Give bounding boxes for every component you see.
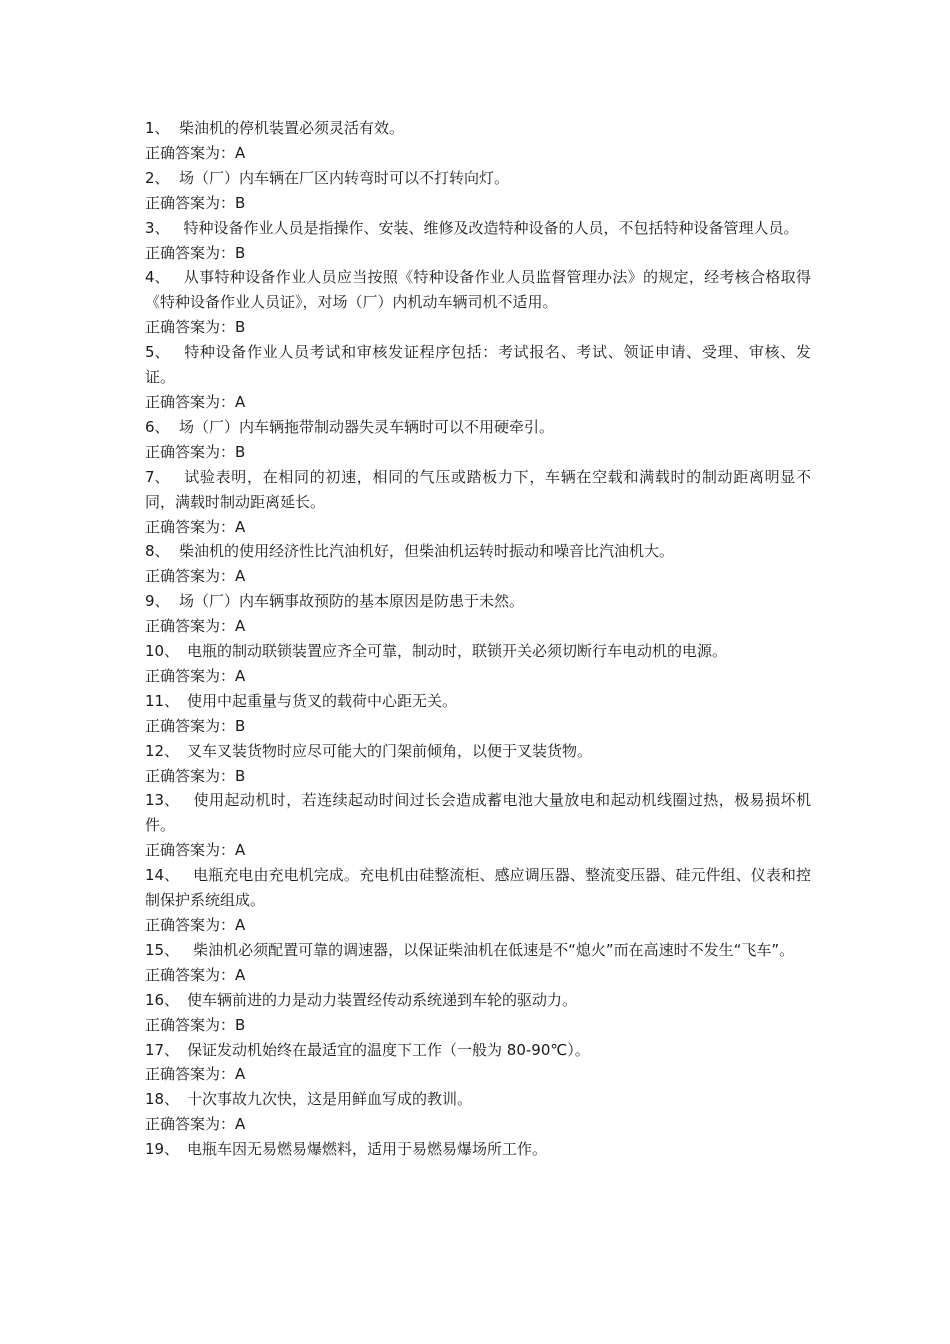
question-item bbox=[145, 863, 811, 913]
answer-value: A bbox=[235, 916, 246, 934]
answer-line bbox=[145, 564, 811, 589]
answer-line bbox=[145, 141, 811, 166]
question-text: 场（厂）内车辆在厂区内转弯时可以不打转向灯。 bbox=[179, 168, 510, 187]
answer-line bbox=[145, 315, 811, 340]
answer-value: A bbox=[235, 567, 246, 586]
question-number: 3、 bbox=[145, 218, 170, 237]
question-number: 10、 bbox=[145, 642, 180, 661]
question-number: 9、 bbox=[145, 592, 170, 611]
question-text: 柴油机的使用经济性比汽油机好，但柴油机运转时振动和噪音比汽油机大。 bbox=[179, 542, 675, 561]
answer-prefix: 正确答案为： bbox=[145, 766, 236, 785]
question-item bbox=[145, 1038, 811, 1063]
answer-line bbox=[145, 390, 811, 415]
answer-prefix: 正确答案为： bbox=[145, 1065, 236, 1084]
question-list bbox=[145, 116, 811, 1162]
answer-prefix: 正确答案为： bbox=[145, 243, 236, 262]
question-number: 4、 bbox=[145, 268, 170, 287]
question-text: 叉车叉装货物时应尽可能大的门架前倾角，以便于叉装货物。 bbox=[187, 741, 593, 760]
answer-prefix: 正确答案为： bbox=[145, 666, 236, 685]
question-item bbox=[145, 589, 811, 614]
answer-prefix: 正确答案为： bbox=[145, 517, 236, 536]
question-text: 场（厂）内车辆事故预防的基本原因是防患于未然。 bbox=[179, 592, 525, 611]
answer-value: A bbox=[235, 666, 246, 685]
question-item bbox=[145, 1137, 811, 1162]
answer-prefix: 正确答案为： bbox=[145, 965, 236, 984]
answer-line bbox=[145, 838, 811, 863]
answer-prefix: 正确答案为： bbox=[145, 1115, 236, 1134]
answer-value: B bbox=[235, 318, 246, 337]
question-number: 15、 bbox=[145, 940, 180, 959]
question-number: 17、 bbox=[145, 1040, 180, 1059]
answer-line bbox=[145, 1112, 811, 1137]
question-item bbox=[145, 116, 811, 141]
question-text: 电瓶的制动联锁装置应齐全可靠，制动时，联锁开关必须切断行车电动机的电源。 bbox=[187, 642, 728, 661]
question-text: 电瓶充电由充电机完成。充电机由硅整流柜、感应调压器、整流变压器、硅元件组、仪表和控制保护系统组成。 bbox=[145, 866, 811, 910]
question-number: 5、 bbox=[145, 343, 170, 362]
question-item bbox=[145, 639, 811, 664]
answer-value: A bbox=[235, 1115, 246, 1134]
question-number: 2、 bbox=[145, 168, 170, 187]
question-item bbox=[145, 988, 811, 1013]
answer-value: B bbox=[235, 716, 246, 735]
answer-prefix: 正确答案为： bbox=[145, 392, 236, 411]
answer-prefix: 正确答案为： bbox=[145, 567, 236, 586]
answer-line bbox=[145, 913, 811, 938]
answer-line bbox=[145, 241, 811, 266]
question-number: 16、 bbox=[145, 990, 180, 1009]
question-item bbox=[145, 166, 811, 191]
answer-value: A bbox=[235, 392, 246, 411]
answer-prefix: 正确答案为： bbox=[145, 143, 236, 162]
answer-value: B bbox=[235, 442, 246, 461]
answer-value: A bbox=[235, 617, 246, 636]
answer-value: A bbox=[235, 517, 246, 536]
answer-value: A bbox=[235, 1065, 246, 1084]
question-text: 特种设备作业人员考试和审核发证程序包括：考试报名、考试、领证申请、受理、审核、发证。 bbox=[145, 343, 811, 387]
answer-line bbox=[145, 614, 811, 639]
answer-value: A bbox=[235, 965, 246, 984]
question-text: 保证发动机始终在最适宜的温度下工作（一般为 80-90℃）。 bbox=[187, 1040, 590, 1059]
answer-value: A bbox=[235, 143, 246, 162]
question-number: 8、 bbox=[145, 542, 170, 561]
question-item bbox=[145, 340, 811, 390]
question-number: 13、 bbox=[145, 791, 180, 810]
question-item bbox=[145, 739, 811, 764]
question-text: 柴油机必须配置可靠的调速器，以保证柴油机在低速是不“熄火”而在高速时不发生“飞车”。 bbox=[193, 940, 795, 959]
question-text: 使用中起重量与货叉的载荷中心距无关。 bbox=[187, 691, 458, 710]
answer-line bbox=[145, 440, 811, 465]
answer-value: B bbox=[235, 193, 246, 212]
question-text: 使用起动机时，若连续起动时间过长会造成蓄电池大量放电和起动机线圈过热，极易损坏机件。 bbox=[145, 791, 811, 835]
question-item bbox=[145, 788, 811, 838]
answer-line bbox=[145, 515, 811, 540]
question-number: 14、 bbox=[145, 866, 180, 885]
question-number: 6、 bbox=[145, 417, 170, 436]
question-text: 电瓶车因无易燃易爆燃料，适用于易燃易爆场所工作。 bbox=[187, 1140, 548, 1159]
question-item bbox=[145, 539, 811, 564]
question-item bbox=[145, 415, 811, 440]
answer-prefix: 正确答案为： bbox=[145, 442, 236, 461]
answer-value: B bbox=[235, 1015, 246, 1034]
question-item bbox=[145, 216, 811, 241]
question-item bbox=[145, 265, 811, 315]
answer-value: A bbox=[235, 841, 246, 860]
answer-prefix: 正确答案为： bbox=[145, 841, 236, 860]
answer-line bbox=[145, 664, 811, 689]
answer-line bbox=[145, 764, 811, 789]
answer-line bbox=[145, 191, 811, 216]
question-text: 特种设备作业人员是指操作、安装、维修及改造特种设备的人员，不包括特种设备管理人员。 bbox=[183, 218, 799, 237]
question-text: 使车辆前进的力是动力装置经传动系统递到车轮的驱动力。 bbox=[187, 990, 578, 1009]
answer-line bbox=[145, 714, 811, 739]
answer-value: B bbox=[235, 243, 246, 262]
answer-prefix: 正确答案为： bbox=[145, 193, 236, 212]
question-item bbox=[145, 938, 811, 963]
question-text: 柴油机的停机装置必须灵活有效。 bbox=[179, 119, 405, 137]
answer-value: B bbox=[235, 766, 246, 785]
answer-line bbox=[145, 1013, 811, 1038]
question-item bbox=[145, 1087, 811, 1112]
question-number: 19、 bbox=[145, 1140, 180, 1159]
answer-line bbox=[145, 1062, 811, 1087]
question-number: 7、 bbox=[145, 467, 170, 486]
question-number: 18、 bbox=[145, 1090, 180, 1109]
question-text: 十次事故九次快，这是用鲜血写成的教训。 bbox=[187, 1090, 473, 1109]
question-number: 12、 bbox=[145, 741, 180, 760]
answer-prefix: 正确答案为： bbox=[145, 916, 236, 934]
question-number: 11、 bbox=[145, 691, 180, 710]
question-text: 从事特种设备作业人员应当按照《特种设备作业人员监督管理办法》的规定，经考核合格取得《特种设备作业人员证》，对场（厂）内机动车辆司机不适用。 bbox=[145, 268, 811, 312]
question-text: 场（厂）内车辆拖带制动器失灵车辆时可以不用硬牵引。 bbox=[179, 417, 555, 436]
question-item bbox=[145, 465, 811, 515]
answer-prefix: 正确答案为： bbox=[145, 1015, 236, 1034]
question-text: 试验表明，在相同的初速，相同的气压或踏板力下，车辆在空载和满载时的制动距离明显不同，满载时制动距离延长。 bbox=[145, 467, 811, 511]
answer-prefix: 正确答案为： bbox=[145, 617, 236, 636]
question-item bbox=[145, 689, 811, 714]
answer-prefix: 正确答案为： bbox=[145, 716, 236, 735]
question-number: 1、 bbox=[145, 119, 170, 137]
answer-line bbox=[145, 963, 811, 988]
answer-prefix: 正确答案为： bbox=[145, 318, 236, 337]
